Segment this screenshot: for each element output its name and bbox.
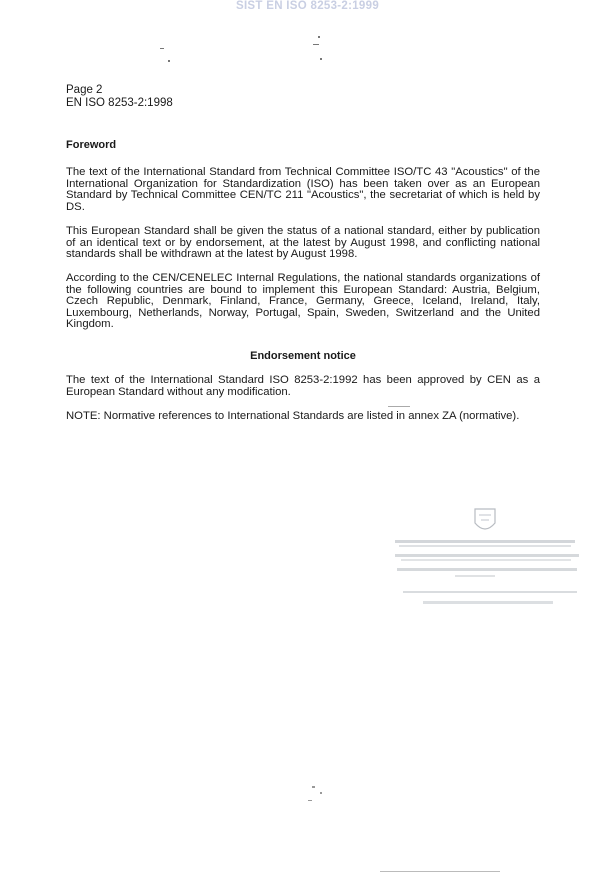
foreword-paragraph-2: This European Standard shall be given the status of a national standard, either by publication of an identical text or by endorsement, at the latest by August 1998, and conflicting national standards shall be withdrawn at the latest by August 1998. xyxy=(66,225,540,260)
foreword-paragraph-3: According to the CEN/CENELEC Internal Regulations, the national standards organizations of the following countries are bound to implement this European Standard: Austria, Belgium, Czech Republic, Denmark, Finland, France, Germany, Greece, Iceland, Ireland, Italy, Luxembourg, Netherlands, Norway, Portugal, Spain, Sweden, Switzerland and the United Kingdom. xyxy=(66,272,540,330)
scan-speck xyxy=(380,871,500,872)
endorsement-heading: Endorsement notice xyxy=(250,350,356,362)
endorsement-note: NOTE: Normative references to International Standards are listed in annex ZA (normative). xyxy=(66,410,520,422)
scan-speck xyxy=(308,800,312,801)
crest-stamp-icon xyxy=(395,505,585,615)
endorsement-paragraph: The text of the International Standard ISO 8253-2:1992 has been approved by CEN as a European Standard without any modification. xyxy=(66,374,540,398)
scan-speck xyxy=(320,58,322,60)
scan-speck xyxy=(312,786,315,788)
page-header xyxy=(66,84,173,110)
watermark: SIST EN ISO 8253-2:1999 xyxy=(235,0,380,12)
scan-speck xyxy=(388,406,410,407)
scan-speck xyxy=(168,60,170,62)
scan-speck xyxy=(318,36,320,38)
scan-speck xyxy=(313,44,319,45)
scan-speck xyxy=(160,48,164,49)
foreword-heading: Foreword xyxy=(66,139,117,151)
scan-speck xyxy=(320,792,322,794)
foreword-paragraph-1: The text of the International Standard from Technical Committee ISO/TC 43 "Acoustics" of the International Organization for Standardization (ISO) has been taken over as an European Standard by Technical Committee CEN/TC 211 "Acoustics", the secretariat of which is held by DS. xyxy=(66,166,540,213)
page-number: Page 2 xyxy=(66,84,103,96)
document-number: EN ISO 8253-2:1998 xyxy=(66,97,173,109)
